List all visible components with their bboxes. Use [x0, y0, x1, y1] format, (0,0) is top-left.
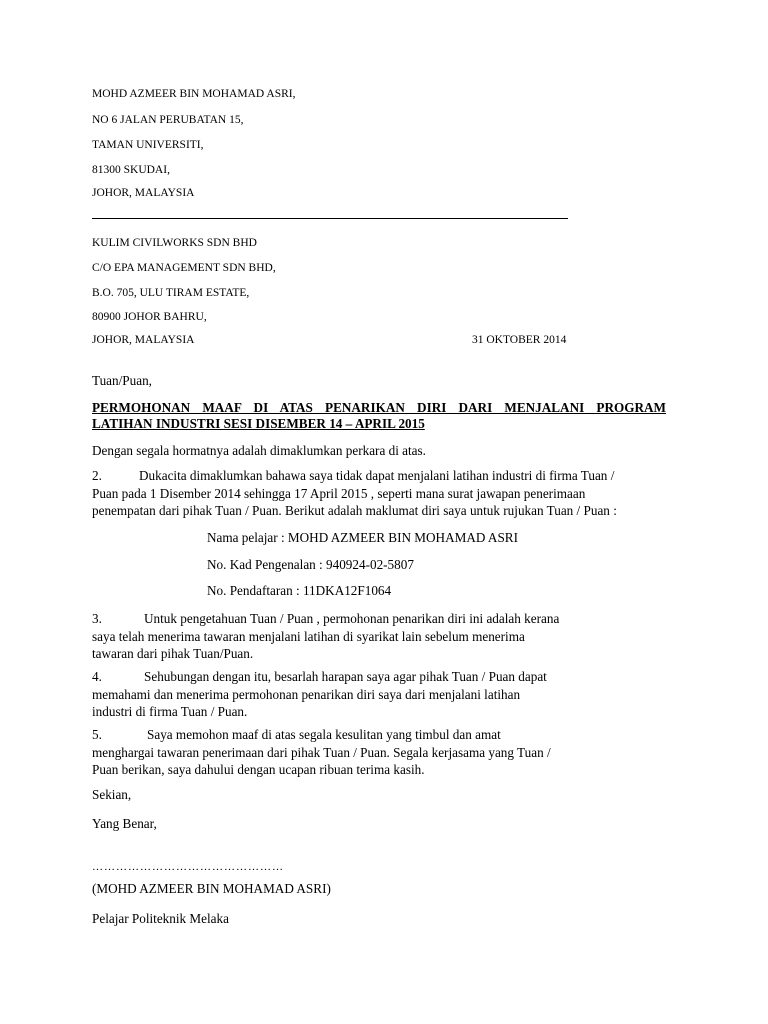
recipient-address-line: B.O. 705, ULU TIRAM ESTATE, — [92, 287, 250, 299]
salutation: Tuan/Puan, — [92, 373, 152, 388]
paragraph-number: 3. — [92, 611, 102, 626]
intro-paragraph: Dengan segala hormatnya adalah dimaklumkan perkara di atas. — [92, 443, 426, 458]
paragraph-line: saya telah menerima tawaran menjalani latihan di syarikat lain sebelum menerima — [92, 628, 525, 644]
paragraph-line: Saya memohon maaf di atas segala kesulitan yang timbul dan amat — [147, 727, 501, 742]
subject-line: PERMOHONAN MAAF DI ATAS PENARIKAN DIRI DARI MENJALANI PROGRAM — [92, 400, 666, 415]
paragraph-line: Dukacita dimaklumkan bahawa saya tidak dapat menjalani latihan industri di firma Tuan / — [139, 468, 615, 483]
sender-name: MOHD AZMEER BIN MOHAMAD ASRI, — [92, 88, 296, 100]
paragraph-number: 5. — [92, 727, 102, 742]
paragraph-line: penempatan dari pihak Tuan / Puan. Berikut adalah maklumat diri saya untuk rujukan Tuan / Puan : — [92, 503, 617, 518]
paragraph-line: tawaran dari pihak Tuan/Puan. — [92, 646, 254, 661]
student-name: Nama pelajar : MOHD AZMEER BIN MOHAMAD ASRI — [207, 530, 518, 545]
letter-subject — [92, 400, 666, 432]
paragraph-2 — [92, 467, 617, 520]
paragraph-line: memahami dan menerima permohonan penarikan diri saya dari menjalani latihan — [92, 686, 521, 702]
paragraph-4 — [92, 668, 547, 721]
paragraph-5 — [92, 726, 551, 779]
signatory-name: (MOHD AZMEER BIN MOHAMAD ASRI) — [92, 881, 331, 896]
recipient-country: JOHOR, MALAYSIA — [92, 334, 195, 346]
signature-line: ………………………………………… — [92, 861, 284, 873]
separator-line — [92, 218, 568, 219]
paragraph-line: Puan berikan, saya dahului dengan ucapan ribuan terima kasih. — [92, 762, 425, 777]
paragraph-line: Sehubungan dengan itu, besarlah harapan saya agar pihak Tuan / Puan dapat — [144, 669, 547, 684]
recipient-address-line: C/O EPA MANAGEMENT SDN BHD, — [92, 262, 276, 274]
letter-date: 31 OKTOBER 2014 — [472, 334, 567, 346]
signatory-title: Pelajar Politeknik Melaka — [92, 911, 229, 926]
paragraph-line: industri di firma Tuan / Puan. — [92, 704, 248, 719]
paragraph-number: 4. — [92, 669, 102, 684]
paragraph-number: 2. — [92, 468, 102, 483]
sender-address-line: TAMAN UNIVERSITI, — [92, 139, 204, 151]
student-registration-number: No. Pendaftaran : 11DKA12F1064 — [207, 583, 392, 598]
paragraph-line: menghargai tawaran penerimaan dari pihak Tuan / Puan. Segala kerjasama yang Tuan / — [92, 744, 551, 760]
sender-postcode: 81300 SKUDAI, — [92, 164, 170, 176]
student-ic-number: No. Kad Pengenalan : 940924-02-5807 — [207, 557, 414, 572]
paragraph-line: Untuk pengetahuan Tuan / Puan , permohonan penarikan diri ini adalah kerana — [144, 611, 560, 626]
subject-line: LATIHAN INDUSTRI SESI DISEMBER 14 – APRIL 2015 — [92, 416, 425, 431]
closing-yang-benar: Yang Benar, — [92, 816, 157, 831]
sender-address-line: NO 6 JALAN PERUBATAN 15, — [92, 114, 244, 126]
paragraph-3 — [92, 610, 559, 663]
paragraph-line: Puan pada 1 Disember 2014 sehingga 17 April 2015 , seperti mana surat jawapan penerimaan — [92, 485, 586, 501]
sender-country: JOHOR, MALAYSIA — [92, 187, 195, 199]
closing-sekian: Sekian, — [92, 787, 132, 802]
recipient-company: KULIM CIVILWORKS SDN BHD — [92, 237, 257, 249]
recipient-postcode: 80900 JOHOR BAHRU, — [92, 311, 207, 323]
